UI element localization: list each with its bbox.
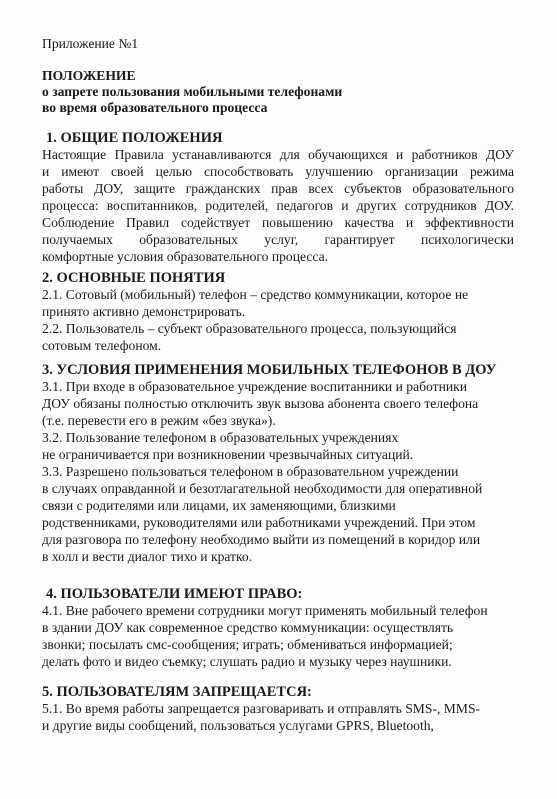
section-4-line: делать фото и видео съемку; слушать радио и музыку через наушники. <box>42 654 452 669</box>
section-2-line: 2.2. Пользователь – субъект образовательного процесса, пользующийся <box>42 321 457 336</box>
section-4-line: 4.1. Вне рабочего времени сотрудники могут применять мобильный телефон <box>42 603 488 618</box>
section-3-line: ДОУ обязаны полностью отключить звук вызова абонента своего телефона <box>42 396 479 411</box>
section-2-heading: 2. ОСНОВНЫЕ ПОНЯТИЯ <box>42 270 226 286</box>
section-1-line: Соблюдение Правил содействует повышению качества и эффективности <box>42 215 514 230</box>
doc-subtitle-1: о запрете пользования мобильными телефонами <box>42 84 343 99</box>
appendix-label: Приложение №1 <box>42 36 139 51</box>
section-1-line: и имеют своей целью способствовать улучшению организации режима <box>42 164 514 179</box>
section-3-line: для разговора по телефону необходимо выйти из помещений в коридор или <box>42 532 481 547</box>
section-2-line: сотовым телефоном. <box>42 338 162 353</box>
section-3-line: в случаях оправданной и безотлагательной необходимости для оперативной <box>42 481 483 496</box>
section-3-line: не ограничивается при возникновении чрезвычайных ситуаций. <box>42 447 414 462</box>
section-3-heading: 3. УСЛОВИЯ ПРИМЕНЕНИЯ МОБИЛЬНЫХ ТЕЛЕФОНОВ В ДОУ <box>42 362 497 378</box>
section-4-line: звонки; посылать смс-сообщения; играть; обмениваться информацией; <box>42 637 453 652</box>
doc-title: ПОЛОЖЕНИЕ <box>42 68 136 83</box>
doc-subtitle-2: во время образовательного процесса <box>42 100 268 115</box>
section-3-line: 3.2. Пользование телефоном в образовательных учреждениях <box>42 430 399 445</box>
section-4-line: в здании ДОУ как современное средство коммуникации: осуществлять <box>42 620 454 635</box>
section-5-line: и другие виды сообщений, пользоваться услугами GPRS, Bluetooth, <box>42 718 434 733</box>
section-3-line: в холл и вести диалог тихо и кратко. <box>42 549 253 564</box>
section-1-line: работы ДОУ, защите гражданских прав всех субъектов образовательного <box>42 181 514 196</box>
section-3-line: связи с родителями или лицами, их заменяющими, близкими <box>42 498 396 513</box>
section-3-line: 3.3. Разрешено пользоваться телефоном в образовательном учреждении <box>42 464 459 479</box>
section-5-line: 5.1. Во время работы запрещается разговаривать и отправлять SMS-, MMS- <box>42 701 481 716</box>
section-3-line: 3.1. При входе в образовательное учреждение воспитанники и работники <box>42 379 468 394</box>
section-1-heading: 1. ОБЩИЕ ПОЛОЖЕНИЯ <box>46 130 223 146</box>
section-1-line: процесса: воспитанников, родителей, педагогов и других сотрудников ДОУ. <box>42 198 514 213</box>
section-2-line: принято активно демонстрировать. <box>42 304 246 319</box>
section-1-line: Настоящие Правила устанавливаются для обучающихся и работников ДОУ <box>42 147 514 162</box>
section-1-line: получаемых образовательных услуг, гарантирует психологически <box>42 232 514 247</box>
section-5-heading: 5. ПОЛЬЗОВАТЕЛЯМ ЗАПРЕЩАЕТСЯ: <box>42 684 312 700</box>
section-3-line: родственниками, руководителями или работниками учреждений. При этом <box>42 515 476 530</box>
section-4-heading: 4. ПОЛЬЗОВАТЕЛИ ИМЕЮТ ПРАВО: <box>46 586 303 602</box>
section-1-line: комфортные условия образовательного процесса. <box>42 249 329 264</box>
section-3-line: (т.е. перевести его в режим «без звука»). <box>42 413 276 428</box>
section-2-line: 2.1. Сотовый (мобильный) телефон – средство коммуникации, которое не <box>42 287 469 302</box>
